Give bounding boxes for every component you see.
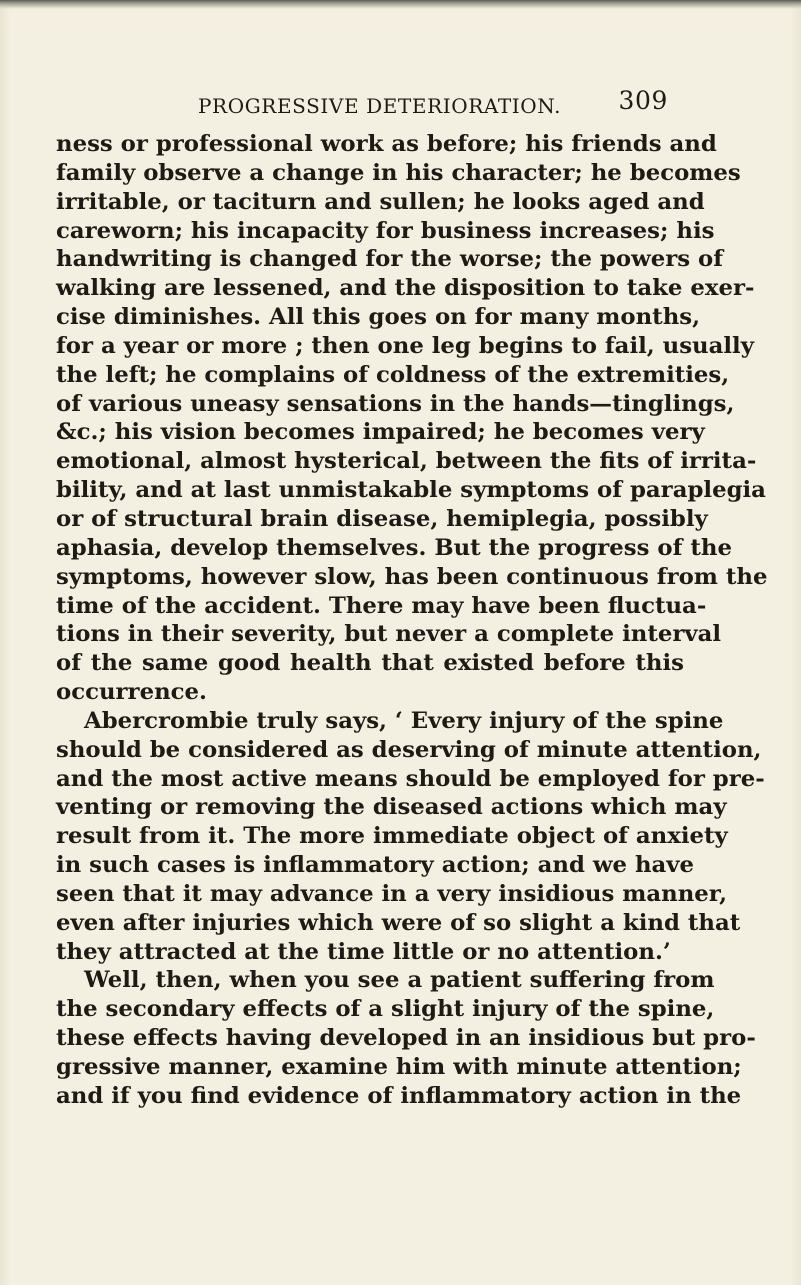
text-line: the secondary effects of a slight injury of the spine, xyxy=(56,996,715,1023)
text-line: and if you find evidence of inflammatory action in the xyxy=(56,1082,742,1109)
text-line: the left; he complains of coldness of the extremities, xyxy=(56,361,730,388)
text-line: family observe a change in his character; he becomes xyxy=(56,159,741,186)
text-line: bility, and at last unmistakable symptoms of paraplegia xyxy=(56,477,766,504)
text-line: handwriting is changed for the worse; the powers of xyxy=(56,246,723,273)
text-line: in such cases is inflammatory action; and we have xyxy=(56,852,695,879)
text-line: irritable, or taciturn and sullen; he looks aged and xyxy=(56,188,705,215)
body-text xyxy=(56,130,768,1111)
page-number: 309 xyxy=(618,86,668,115)
text-line: result from it. The more immediate object of anxiety xyxy=(56,823,728,850)
text-line: gressive manner, examine him with minute attention; xyxy=(56,1054,742,1080)
paragraph-start-line: Abercrombie truly says, ‘ Every injury of the spine xyxy=(84,707,724,734)
running-head xyxy=(198,86,668,126)
text-line: should be considered as deserving of minute attention, xyxy=(56,736,762,763)
text-line: tions in their severity, but never a complete interval xyxy=(56,621,722,648)
text-line: &c.; his vision becomes impaired; he becomes very xyxy=(56,419,705,446)
text-line: walking are lessened, and the disposition to take exer- xyxy=(56,275,755,302)
text-line: even after injuries which were of so slight a kind that xyxy=(56,909,741,936)
text-line: these effects having developed in an insidious but pro- xyxy=(56,1025,756,1052)
paragraph-start-line: Well, then, when you see a patient suffering from xyxy=(84,967,715,994)
text-line: ness or professional work as before; his friends and xyxy=(56,131,717,157)
text-line: venting or removing the diseased actions which may xyxy=(56,794,727,821)
text-line: of the same good health that existed before this xyxy=(56,650,684,677)
text-line: of various uneasy sensations in the hands—tinglings, xyxy=(56,390,735,417)
text-line: seen that it may advance in a very insidious manner, xyxy=(56,880,728,907)
text-line: time of the accident. There may have been fluctua- xyxy=(56,592,707,619)
text-line: cise diminishes. All this goes on for many months, xyxy=(56,304,701,331)
text-line: or of structural brain disease, hemiplegia, possibly xyxy=(56,505,708,532)
text-line: symptoms, however slow, has been continuous from the xyxy=(56,563,768,590)
text-line: and the most active means should be employed for pre- xyxy=(56,765,765,792)
text-line: careworn; his incapacity for business increases; his xyxy=(56,217,715,244)
text-line: for a year or more ; then one leg begins to fail, usually xyxy=(56,332,754,359)
page-top-edge xyxy=(0,0,801,9)
text-line: aphasia, develop themselves. But the progress of the xyxy=(56,534,732,561)
paragraph-end-line: they attracted at the time little or no attention.’ xyxy=(56,938,671,965)
paragraph-end-line: occurrence. xyxy=(56,679,207,706)
text-line: emotional, almost hysterical, between the fits of irrita- xyxy=(56,448,757,475)
running-title: PROGRESSIVE DETERIORATION. xyxy=(198,94,562,118)
